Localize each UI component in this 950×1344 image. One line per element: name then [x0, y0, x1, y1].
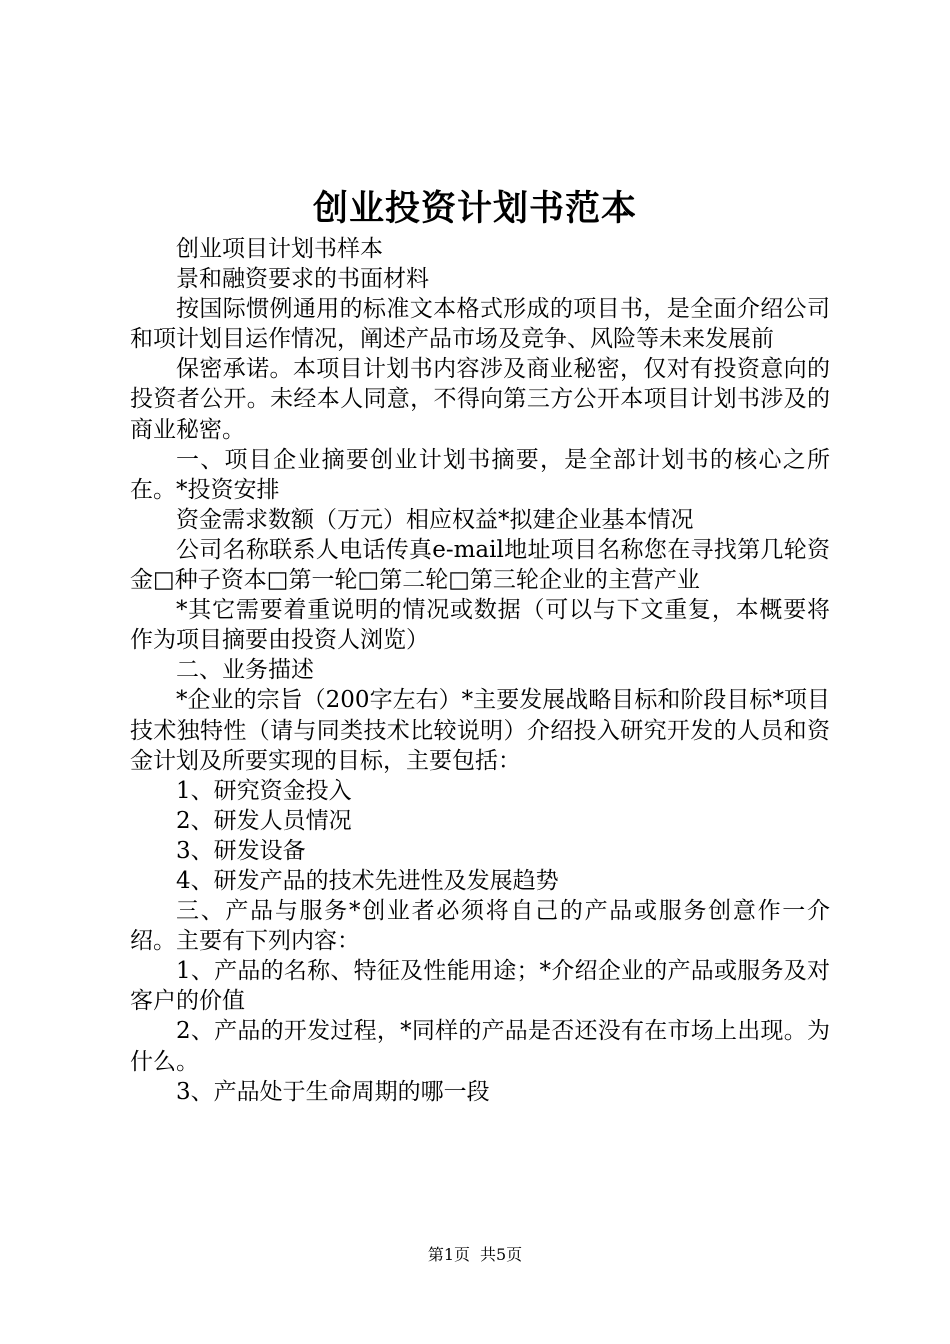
paragraph-project-plan-sample: 创业项目计划书样本 [176, 236, 383, 262]
document-title: 创业投资计划书范本 [312, 188, 637, 229]
document-body [130, 234, 830, 1107]
paragraph-section-1-summary: 一、项目企业摘要创业计划书摘要，是全部计划书的核心之所在。*投资安排 [130, 446, 830, 503]
page-footer [0, 1244, 950, 1266]
page-total: 共5页 [480, 1245, 523, 1264]
list-item-product-development: 2、产品的开发过程，*同样的产品是否还没有在市场上出现。为什么。 [130, 1018, 830, 1075]
paragraph-funding-needs: 资金需求数额（万元）相应权益*拟建企业基本情况 [176, 506, 694, 533]
list-item-product-name: 1、产品的名称、特征及性能用途；*介绍企业的产品或服务及对客户的价值 [130, 958, 830, 1015]
list-item-rd-staff: 2、研发人员情况 [176, 807, 352, 834]
paragraph-confidentiality: 保密承诺。本项目计划书内容涉及商业秘密，仅对有投资意向的投资者公开。未经本人同意，不得向第三方公开本项目计划书涉及的商业秘密。 [130, 356, 830, 443]
paragraph-company-info: 公司名称联系人电话传真e-mail地址项目名称您在寻找第几轮资金□种子资本□第一轮□第二轮□第三轮企业的主营产业 [130, 536, 830, 594]
paragraph-business-description: *企业的宗旨（200字左右）*主要发展战略目标和阶段目标*项目技术独特性（请与同类技术比较说明）介绍投入研究开发的人员和资金计划及所要实现的目标，主要包括： [130, 687, 830, 774]
list-item-rd-trends: 4、研发产品的技术先进性及发展趋势 [176, 867, 559, 894]
page-number: 第1页 [427, 1245, 470, 1264]
paragraph-introduction: 按国际惯例通用的标准文本格式形成的项目书，是全面介绍公司和项计划目运作情况，阐述产品市场及竞争、风险等未来发展前 [130, 296, 830, 353]
list-item-rd-funding: 1、研究资金投入 [176, 777, 352, 804]
paragraph-financing-material: 景和融资要求的书面材料 [176, 266, 429, 293]
paragraph-section-2-heading: 二、业务描述 [176, 657, 314, 684]
list-item-product-lifecycle: 3、产品处于生命周期的哪一段 [176, 1078, 490, 1105]
paragraph-section-3-products: 三、产品与服务*创业者必须将自己的产品或服务创意作一介绍。主要有下列内容： [130, 898, 830, 955]
list-item-rd-equipment: 3、研发设备 [176, 837, 306, 864]
paragraph-other-notes: *其它需要着重说明的情况或数据（可以与下文重复，本概要将作为项目摘要由投资人浏览） [130, 597, 830, 654]
